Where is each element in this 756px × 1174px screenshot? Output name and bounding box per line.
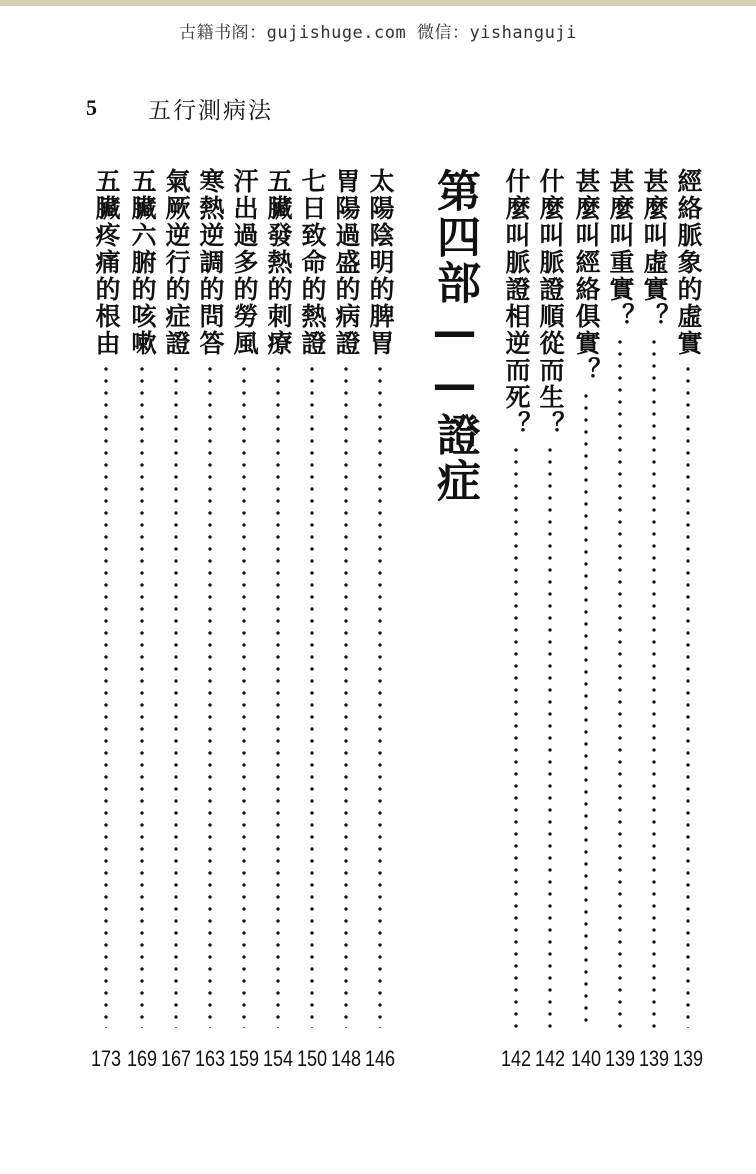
toc-entry-title: 經絡脈象的虛實 [674, 168, 703, 357]
toc-entry-page: 169 [126, 1046, 158, 1071]
leader-dots [276, 363, 280, 1028]
toc-entry-title: 什麼叫脈證相逆而死？ [502, 168, 531, 438]
toc-entry[interactable] [638, 168, 670, 1028]
page-number: 5 [86, 95, 97, 120]
toc-entry[interactable] [672, 168, 704, 1028]
toc-entry-title: 甚麼叫經絡俱實？ [572, 168, 601, 384]
toc-entry[interactable] [262, 168, 294, 1028]
toc-entry-page: 154 [262, 1046, 294, 1071]
toc-entry-page: 140 [570, 1046, 602, 1071]
toc-entry[interactable] [90, 168, 122, 1028]
toc-entry-page: 148 [330, 1046, 362, 1071]
toc-entry-title: 太陽陰明的脾胃 [366, 168, 395, 357]
toc-entry[interactable] [296, 168, 328, 1028]
toc-entry-title: 氣厥逆行的症證 [162, 168, 191, 357]
toc-entry-title: 五臟疼痛的根由 [92, 168, 121, 357]
leader-dots [140, 363, 144, 1028]
toc-entry[interactable] [194, 168, 226, 1028]
toc-entry-page: 142 [534, 1046, 566, 1071]
toc-entry-title: 五臟發熱的刺療 [264, 168, 293, 357]
leader-dots [652, 336, 656, 1028]
running-title: 五行測病法 [148, 98, 273, 124]
toc-entry[interactable] [228, 168, 260, 1028]
leader-dots [686, 363, 690, 1028]
toc-entry-title: 汗出過多的勞風 [230, 168, 259, 357]
toc-entry-page: 139 [638, 1046, 670, 1071]
toc-entry-title: 甚麼叫重實？ [606, 168, 635, 330]
toc-entry-title: 七日致命的熱證 [298, 168, 327, 357]
toc-entry-page: 173 [90, 1046, 122, 1071]
toc-entry-title: 胃陽過盛的病證 [332, 168, 361, 357]
toc-entry-title: 寒熱逆調的問答 [196, 168, 225, 357]
leader-dots [378, 363, 382, 1028]
leader-dots [104, 363, 108, 1028]
toc-entry[interactable] [330, 168, 362, 1028]
leader-dots [208, 363, 212, 1028]
toc-entry[interactable] [534, 168, 566, 1028]
toc-entry-page: 139 [672, 1046, 704, 1071]
toc-entry[interactable] [364, 168, 396, 1028]
toc-entry[interactable] [500, 168, 532, 1028]
leader-dots [514, 444, 518, 1028]
leader-dots [310, 363, 314, 1028]
section-heading: 第四部——證症 [429, 168, 480, 504]
toc-entry[interactable] [160, 168, 192, 1028]
top-border [0, 0, 756, 6]
leader-dots [548, 444, 552, 1028]
toc-entry-title: 五臟六腑的咳嗽 [128, 168, 157, 357]
toc-entry-page: 150 [296, 1046, 328, 1071]
toc-entry-page: 163 [194, 1046, 226, 1071]
toc-entry[interactable] [126, 168, 158, 1028]
toc-entry[interactable] [604, 168, 636, 1028]
leader-dots [584, 390, 588, 1028]
toc-entry-page: 146 [364, 1046, 396, 1071]
watermark-text: 古籍书阁：gujishuge.com 微信：yishanguji [179, 23, 577, 43]
leader-dots [174, 363, 178, 1028]
toc-entry-page: 142 [500, 1046, 532, 1071]
leader-dots [344, 363, 348, 1028]
toc-entry[interactable] [570, 168, 602, 1028]
leader-dots [242, 363, 246, 1028]
toc-entry-page: 167 [160, 1046, 192, 1071]
toc-entry-title: 什麼叫脈證順從而生？ [536, 168, 565, 438]
toc-entry-title: 甚麼叫虛實？ [640, 168, 669, 330]
toc-entry-page: 159 [228, 1046, 260, 1071]
toc-entry-page: 139 [604, 1046, 636, 1071]
leader-dots [618, 336, 622, 1028]
